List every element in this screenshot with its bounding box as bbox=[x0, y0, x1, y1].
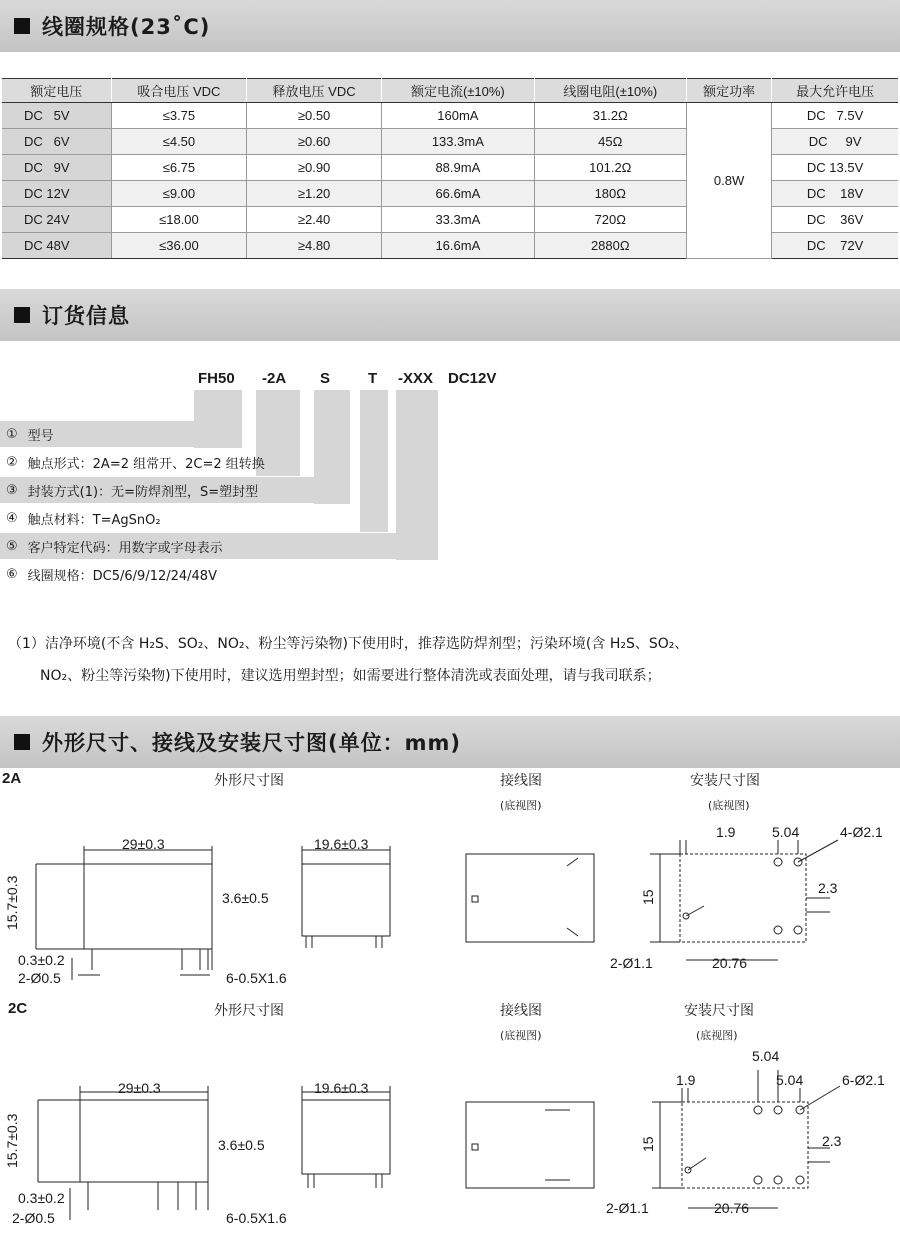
column-header: 线圈电阻(±10%) bbox=[534, 79, 686, 103]
power-cell: 0.8W bbox=[686, 103, 771, 259]
table-cell: 160mA bbox=[382, 103, 534, 129]
section-title: 订货信息 bbox=[42, 304, 130, 328]
table-cell: DC 7.5V bbox=[772, 103, 898, 129]
table-header-row bbox=[2, 79, 898, 103]
block-label-2a: 2A bbox=[2, 770, 22, 787]
table-cell: 2880Ω bbox=[534, 233, 686, 259]
code-contact: -2A bbox=[262, 370, 287, 387]
outline-label: 外形尺寸图 bbox=[214, 1003, 284, 1019]
table-cell: DC 72V bbox=[772, 233, 898, 259]
table-cell: 16.6mA bbox=[382, 233, 534, 259]
dim-pins: 6-0.5X1.6 bbox=[226, 1210, 287, 1226]
code-coil: DC12V bbox=[448, 370, 497, 387]
section-title: 线圈规格(23˚C) bbox=[42, 15, 211, 39]
order-option: ⑤ 客户特定代码：用数字或字母表示 bbox=[6, 538, 223, 556]
order-option: ② 触点形式：2A=2 组常开、2C=2 组转换 bbox=[6, 454, 265, 472]
wiring-label: 接线图 bbox=[500, 773, 542, 789]
section-order-header bbox=[0, 289, 900, 341]
table-cell: ≥0.90 bbox=[247, 155, 382, 181]
dim-m-011: 2-Ø1.1 bbox=[606, 1200, 649, 1216]
order-option: ④ 触点材料：T=AgSnO₂ bbox=[6, 510, 161, 528]
order-option: ① 型号 bbox=[6, 426, 54, 444]
table-cell: ≤36.00 bbox=[111, 233, 246, 259]
note-line-2: NO₂、粉尘等污染物)下使用时，建议选用塑封型；如需要进行整体清洗或表面处理，请与我司联系； bbox=[40, 668, 661, 684]
bottom-view-label: (底视图) bbox=[696, 1029, 738, 1042]
column-header: 额定电流(±10%) bbox=[382, 79, 534, 103]
square-bullet-icon bbox=[14, 307, 30, 323]
dim-height: 15.7±0.3 bbox=[4, 1113, 20, 1168]
dim-m-hole-2c: 6-Ø2.1 bbox=[842, 1072, 885, 1088]
table-cell: 31.2Ω bbox=[534, 103, 686, 129]
dim-m-011: 2-Ø1.1 bbox=[610, 955, 653, 971]
dim-m-504: 5.04 bbox=[772, 824, 800, 840]
mounting-label: 安装尺寸图 bbox=[690, 773, 760, 789]
table-cell: DC 5V bbox=[2, 103, 111, 129]
square-bullet-icon bbox=[14, 734, 30, 750]
dim-m-15: 15 bbox=[640, 889, 656, 905]
table-cell: DC 9V bbox=[2, 155, 111, 181]
dim-m-504: 5.04 bbox=[776, 1072, 804, 1088]
dim-m-19: 1.9 bbox=[716, 824, 736, 840]
dim-width: 19.6±0.3 bbox=[314, 1080, 369, 1096]
section-coil-header bbox=[0, 0, 900, 52]
dim-pin-dia: 2-Ø0.5 bbox=[12, 1210, 55, 1226]
square-bullet-icon bbox=[14, 18, 30, 34]
bottom-view-label: (底视图) bbox=[500, 799, 542, 812]
bottom-view-label: (底视图) bbox=[708, 799, 750, 812]
column-header: 最大允许电压 bbox=[772, 79, 898, 103]
dim-standoff: 0.3±0.2 bbox=[18, 952, 65, 968]
order-option: ③ 封装方式(1)：无=防焊剂型，S=塑封型 bbox=[6, 482, 259, 500]
dim-m-23: 2.3 bbox=[822, 1133, 842, 1149]
mount-outline bbox=[680, 854, 806, 942]
dim-pin-len: 3.6±0.5 bbox=[218, 1137, 265, 1153]
table-cell: DC 12V bbox=[2, 181, 111, 207]
column-header: 释放电压 VDC bbox=[247, 79, 382, 103]
wiring-label: 接线图 bbox=[500, 1003, 542, 1019]
table-cell: ≤6.75 bbox=[111, 155, 246, 181]
order-option: ⑥ 线圈规格：DC5/6/9/12/24/48V bbox=[6, 566, 217, 584]
table-cell: DC 6V bbox=[2, 129, 111, 155]
table-cell: 66.6mA bbox=[382, 181, 534, 207]
table-cell: DC 36V bbox=[772, 207, 898, 233]
coil-spec-table bbox=[2, 78, 898, 259]
relay-body-side bbox=[80, 1100, 208, 1182]
dim-length: 29±0.3 bbox=[122, 836, 165, 852]
table-cell: ≥2.40 bbox=[247, 207, 382, 233]
block-label-2c: 2C bbox=[8, 1000, 28, 1017]
dim-pin-len: 3.6±0.5 bbox=[222, 890, 269, 906]
dim-m-15: 15 bbox=[640, 1136, 656, 1152]
dim-pin-dia: 2-Ø0.5 bbox=[18, 970, 61, 986]
table-cell: ≥0.50 bbox=[247, 103, 382, 129]
code-material: T bbox=[368, 370, 378, 387]
column-header: 吸合电压 VDC bbox=[111, 79, 246, 103]
bar-4 bbox=[360, 390, 388, 532]
section-dims-header bbox=[0, 716, 900, 768]
table-cell: ≤18.00 bbox=[111, 207, 246, 233]
dim-standoff: 0.3±0.2 bbox=[18, 1190, 65, 1206]
table-cell: DC 48V bbox=[2, 233, 111, 259]
table-cell: ≤9.00 bbox=[111, 181, 246, 207]
table-cell: ≤4.50 bbox=[111, 129, 246, 155]
outline-label: 外形尺寸图 bbox=[214, 773, 284, 789]
column-header: 额定功率 bbox=[686, 79, 771, 103]
dim-length: 29±0.3 bbox=[118, 1080, 161, 1096]
table-cell: 133.3mA bbox=[382, 129, 534, 155]
table-row bbox=[2, 103, 898, 129]
table-cell: 101.2Ω bbox=[534, 155, 686, 181]
mounting-label: 安装尺寸图 bbox=[684, 1003, 754, 1019]
wiring-box bbox=[466, 854, 594, 942]
table-cell: DC 9V bbox=[772, 129, 898, 155]
table-cell: 88.9mA bbox=[382, 155, 534, 181]
dim-height: 15.7±0.3 bbox=[4, 875, 20, 930]
code-customer: -XXX bbox=[398, 370, 434, 387]
relay-body-end bbox=[302, 1100, 390, 1174]
dim-m-23: 2.3 bbox=[818, 880, 838, 896]
dim-m-hole: 4-Ø2.1 bbox=[840, 824, 883, 840]
code-seal: S bbox=[320, 370, 331, 387]
table-cell: 180Ω bbox=[534, 181, 686, 207]
column-header: 额定电压 bbox=[2, 79, 111, 103]
table-cell: 33.3mA bbox=[382, 207, 534, 233]
dim-m-2076: 20.76 bbox=[712, 955, 748, 971]
table-cell: 720Ω bbox=[534, 207, 686, 233]
table-cell: ≥0.60 bbox=[247, 129, 382, 155]
table-cell: DC 24V bbox=[2, 207, 111, 233]
dim-m-504: 5.04 bbox=[752, 1048, 780, 1064]
table-cell: DC 13.5V bbox=[772, 155, 898, 181]
note-line-1: （1）洁净环境(不含 H₂S、SO₂、NO₂、粉尘等污染物)下使用时，推荐选防焊剂型；污染环境(含 H₂S、SO₂、 bbox=[8, 636, 689, 652]
table-cell: ≥1.20 bbox=[247, 181, 382, 207]
mount-outline bbox=[682, 1102, 808, 1188]
table-cell: ≤3.75 bbox=[111, 103, 246, 129]
bottom-view-label: (底视图) bbox=[500, 1029, 542, 1042]
wiring-box bbox=[466, 1102, 594, 1188]
dim-m-2076: 20.76 bbox=[714, 1200, 750, 1216]
relay-body-side bbox=[84, 864, 212, 949]
dim-width: 19.6±0.3 bbox=[314, 836, 369, 852]
section-title: 外形尺寸、接线及安装尺寸图(单位：mm) bbox=[42, 731, 461, 755]
table-cell: 45Ω bbox=[534, 129, 686, 155]
table-cell: ≥4.80 bbox=[247, 233, 382, 259]
dim-m-19: 1.9 bbox=[676, 1072, 696, 1088]
table-cell: DC 18V bbox=[772, 181, 898, 207]
dim-pins: 6-0.5X1.6 bbox=[226, 970, 287, 986]
relay-body-end bbox=[302, 864, 390, 936]
code-model: FH50 bbox=[198, 370, 235, 387]
